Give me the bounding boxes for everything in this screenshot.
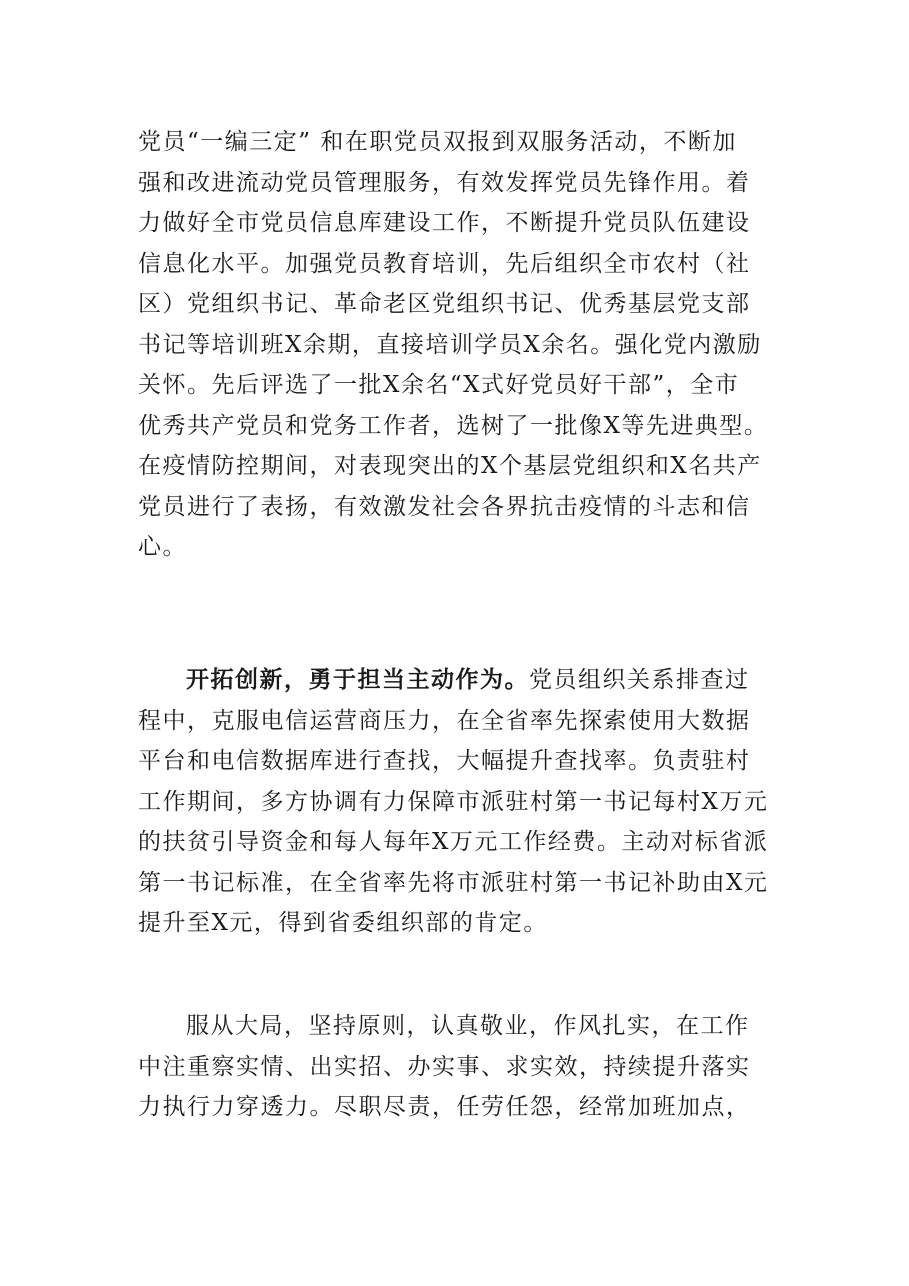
first-line-text: 党员组织关系排查过 (529, 667, 750, 693)
paragraph-line: 党员进行了表扬，有效激发社会各界抗击疫情的斗志和信 (138, 493, 751, 520)
paragraph-line: 心。 (138, 534, 187, 560)
paragraph-line: 书记等培训班X余期，直接培训学员X余名。强化党内激励 (138, 331, 762, 358)
bold-heading: 开拓创新，勇于担当主动作为。 (186, 666, 529, 693)
paragraph-line: 中注重察实情、出实招、办实事、求实效，持续提升落实 (138, 1053, 751, 1080)
paragraph-line: 信息化水平。加强党员教育培训，先后组织全市农村（社 (138, 250, 751, 277)
paragraph-party-member-management (138, 122, 772, 568)
paragraph-line: 优秀共产党员和党务工作者，选树了一批像X等先进典型。 (138, 412, 769, 439)
paragraph-line: 区）党组织书记、革命老区党组织书记、优秀基层党支部 (138, 291, 751, 317)
paragraph-line: 平台和电信数据库进行查找，大幅提升查找率。负责驻村 (138, 748, 751, 774)
paragraph-line: 服从大局，坚持原则，认真敬业，作风扎实，在工作 (186, 1013, 750, 1039)
paragraph-overall-situation (138, 1006, 772, 1128)
paragraph-line: 提升至X元，得到省委组织部的肯定。 (138, 910, 548, 936)
paragraph-line: 在疫情防控期间，对表现突出的X个基层党组织和X名共产 (138, 453, 762, 479)
paragraph-line: 程中，克服电信运营商压力，在全省率先探索使用大数据 (138, 707, 751, 734)
paragraph-line: 力做好全市党员信息库建设工作，不断提升党员队伍建设 (138, 210, 751, 236)
paragraph-line: 的扶贫引导资金和每人每年X万元工作经费。主动对标省派 (138, 829, 769, 855)
paragraph-line: 力执行力穿透力。尽职尽责，任劳任怨，经常加班加点， (138, 1094, 751, 1120)
paragraph-line: 第一书记标准，在全省率先将市派驻村第一书记补助由X元 (138, 869, 769, 896)
paragraph-line: 强和改进流动党员管理服务，有效发挥党员先锋作用。着 (138, 169, 751, 196)
paragraph-line: 关怀。先后评选了一批X余名“X式好党员好干部”，全市 (138, 372, 740, 398)
paragraph-line: 党员“一编三定” 和在职党员双报到双服务活动，不断加 (138, 129, 737, 155)
paragraph-first-line (138, 660, 772, 701)
paragraph-line: 工作期间，多方协调有力保障市派驻村第一书记每村X万元 (138, 788, 769, 815)
paragraph-innovation (138, 660, 772, 944)
